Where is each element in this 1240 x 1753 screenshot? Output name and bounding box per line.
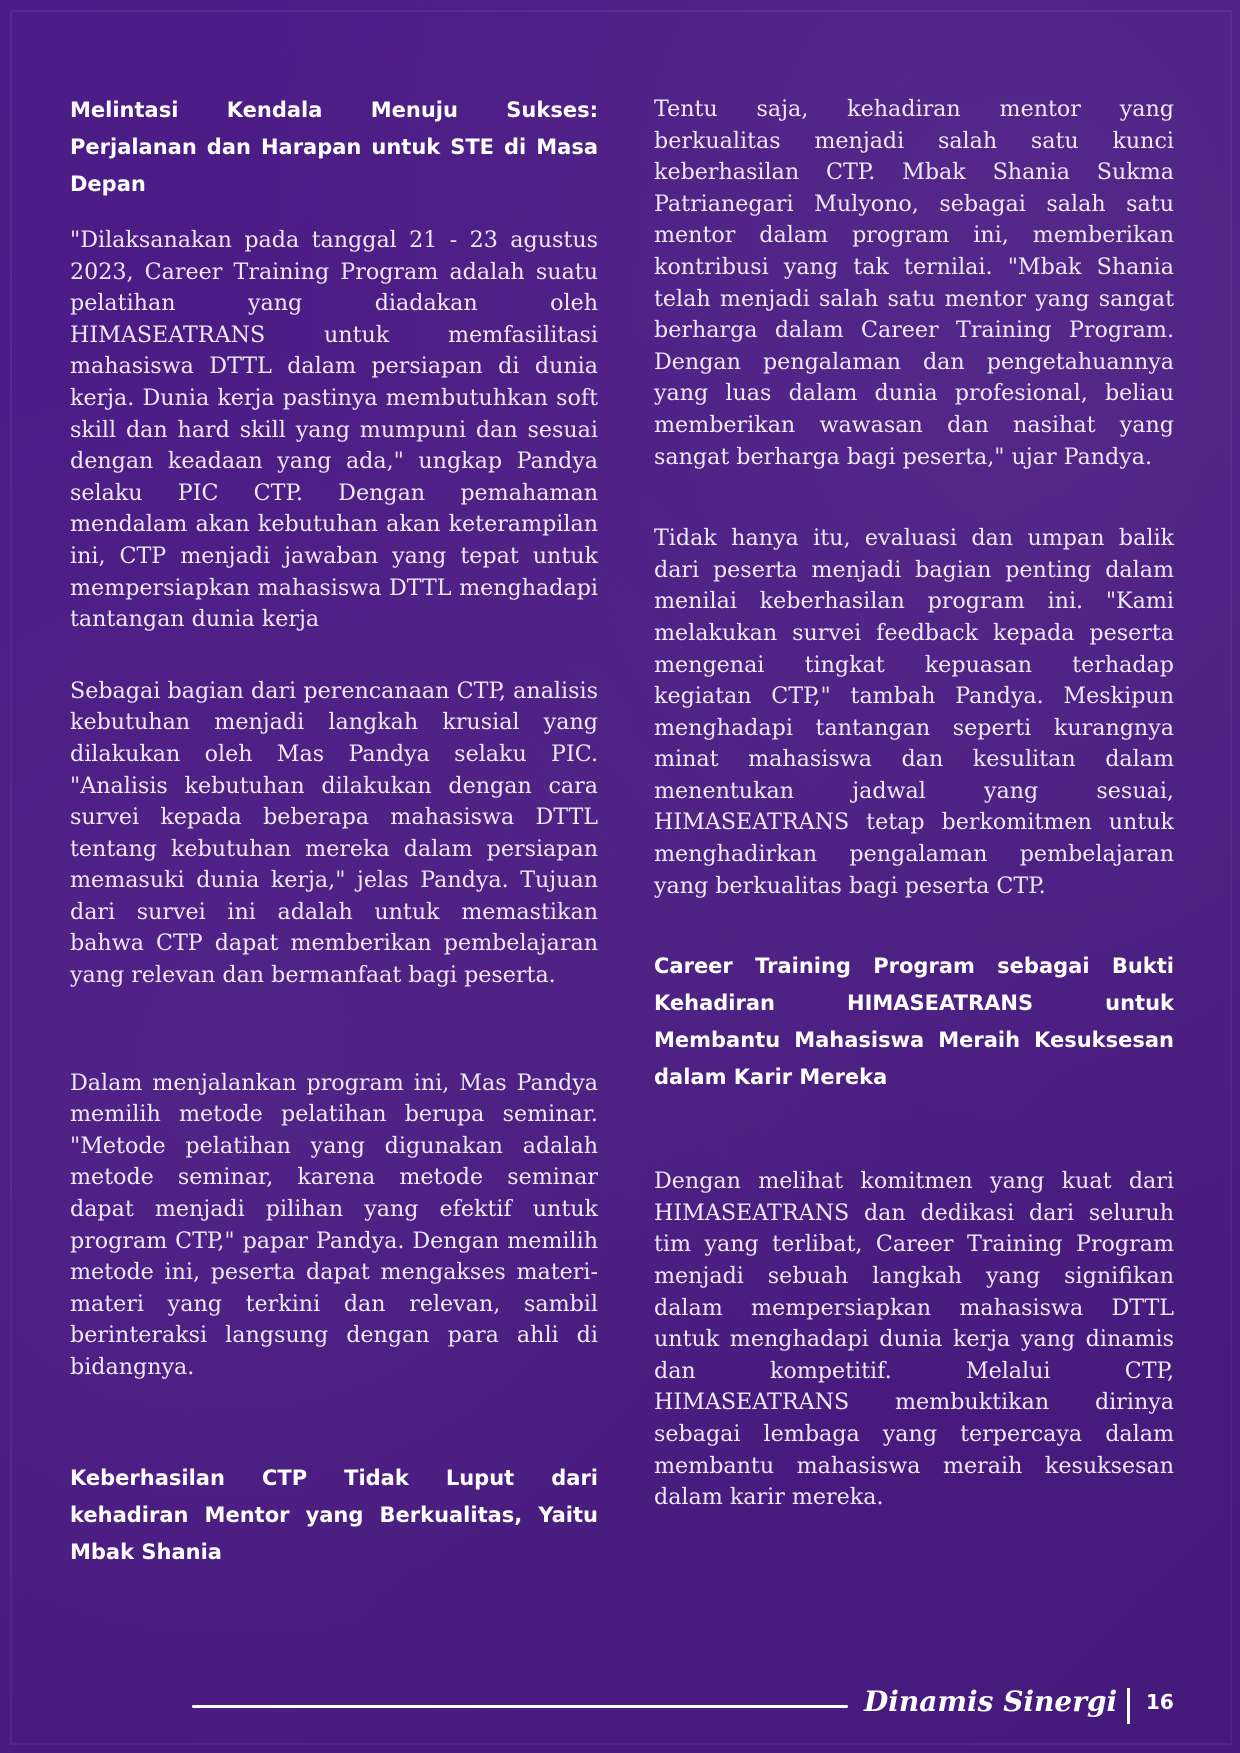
footer-separator bbox=[1127, 1688, 1130, 1724]
footer-publication-name: Dinamis Sinergi bbox=[864, 1685, 1118, 1718]
section-heading-career-training: Career Training Program sebagai Bukti Kehadiran HIMASEATRANS untuk Membantu Mahasiswa Meraih Kesuksesan dalam Karir Mereka bbox=[654, 954, 1174, 1090]
paragraph-conclusion: Dengan melihat komitmen yang kuat dari HIMASEATRANS dan dedikasi dari seluruh tim yang terlibat, Career Training Program menjadi sebuah langkah yang signifikan dalam mempersiapkan mahasiswa DTTL untuk menghadapi dunia kerja yang dinamis dan kompetitif. Melalui CTP, HIMASEATRANS membuktikan dirinya sebagai lembaga yang terpercaya dalam membantu mahasiswa meraih kesuksesan dalam karir mereka. bbox=[654, 1168, 1174, 1511]
right-column bbox=[654, 94, 1174, 1514]
paragraph-needs-analysis: Sebagai bagian dari perencanaan CTP, analisis kebutuhan menjadi langkah krusial yang dilakukan oleh Mas Pandya selaku PIC. "Analisis kebutuhan dilakukan dengan cara survei kepada beberapa mahasiswa DTTL tentang kebutuhan mereka dalam persiapan memasuki dunia kerja," jelas Pandya. Tujuan dari survei ini adalah untuk memastikan bahwa CTP dapat memberikan pembelajaran yang relevan dan bermanfaat bagi peserta. bbox=[70, 677, 598, 989]
section-heading-mentor: Keberhasilan CTP Tidak Luput dari kehadiran Mentor yang Berkualitas, Yaitu Mbak Shania bbox=[70, 1465, 598, 1564]
paragraph-ctp-intro: "Dilaksanakan pada tanggal 21 - 23 agustus 2023, Career Training Program adalah suatu pelatihan yang diadakan oleh HIMASEATRANS untuk memfasilitasi mahasiswa DTTL dalam persiapan di dunia kerja. Dunia kerja pastinya membutuhkan soft skill dan hard skill yang mumpuni dan sesuai dengan keadaan yang ada," ungkap Pandya selaku PIC CTP. Dengan pemahaman mendalam akan kebutuhan akan keterampilan ini, CTP menjadi jawaban yang tepat untuk mempersiapkan mahasiswa DTTL menghadapi tantangan dunia kerja bbox=[70, 227, 598, 633]
page-number: 16 bbox=[1146, 1690, 1174, 1714]
paragraph-evaluation: Tidak hanya itu, evaluasi dan umpan balik dari peserta menjadi bagian penting dalam menilai keberhasilan program ini. "Kami melakukan survei feedback kepada peserta mengenai tingkat kepuasan terhadap kegiatan CTP," tambah Pandya. Meskipun menghadapi tantangan seperti kurangnya minat mahasiswa dan kesulitan dalam menentukan jadwal yang sesuai, HIMASEATRANS tetap berkomitmen untuk menghadirkan pengalaman pembelajaran yang berkualitas bagi peserta CTP. bbox=[654, 525, 1174, 899]
paragraph-seminar-method: Dalam menjalankan program ini, Mas Pandya memilih metode pelatihan berupa seminar. "Metode pelatihan yang digunakan adalah metode seminar, karena metode seminar dapat menjadi pilihan yang efektif untuk program CTP," papar Pandya. Dengan memilih metode ini, peserta dapat mengakses materi-materi yang terkini dan relevan, sambil berinteraksi langsung dengan para ahli di bidangnya. bbox=[70, 1069, 598, 1380]
paragraph-mentor-shania: Tentu saja, kehadiran mentor yang berkualitas menjadi salah satu kunci keberhasilan CTP. Mbak Shania Sukma Patrianegari Mulyono, sebagai salah satu mentor dalam program ini, memberikan kontribusi yang tak ternilai. "Mbak Shania telah menjadi salah satu mentor yang sangat berharga dalam Career Training Program. Dengan pengalaman dan pengetahuannya yang luas dalam dunia profesional, beliau memberikan wawasan dan nasihat yang sangat berharga bagi peserta," ujar Pandya. bbox=[654, 96, 1174, 470]
left-column bbox=[70, 92, 598, 1571]
footer-divider-line bbox=[192, 1705, 848, 1708]
section-heading-obstacles: Melintasi Kendala Menuju Sukses: Perjalanan dan Harapan untuk STE di Masa Depan bbox=[70, 98, 598, 196]
